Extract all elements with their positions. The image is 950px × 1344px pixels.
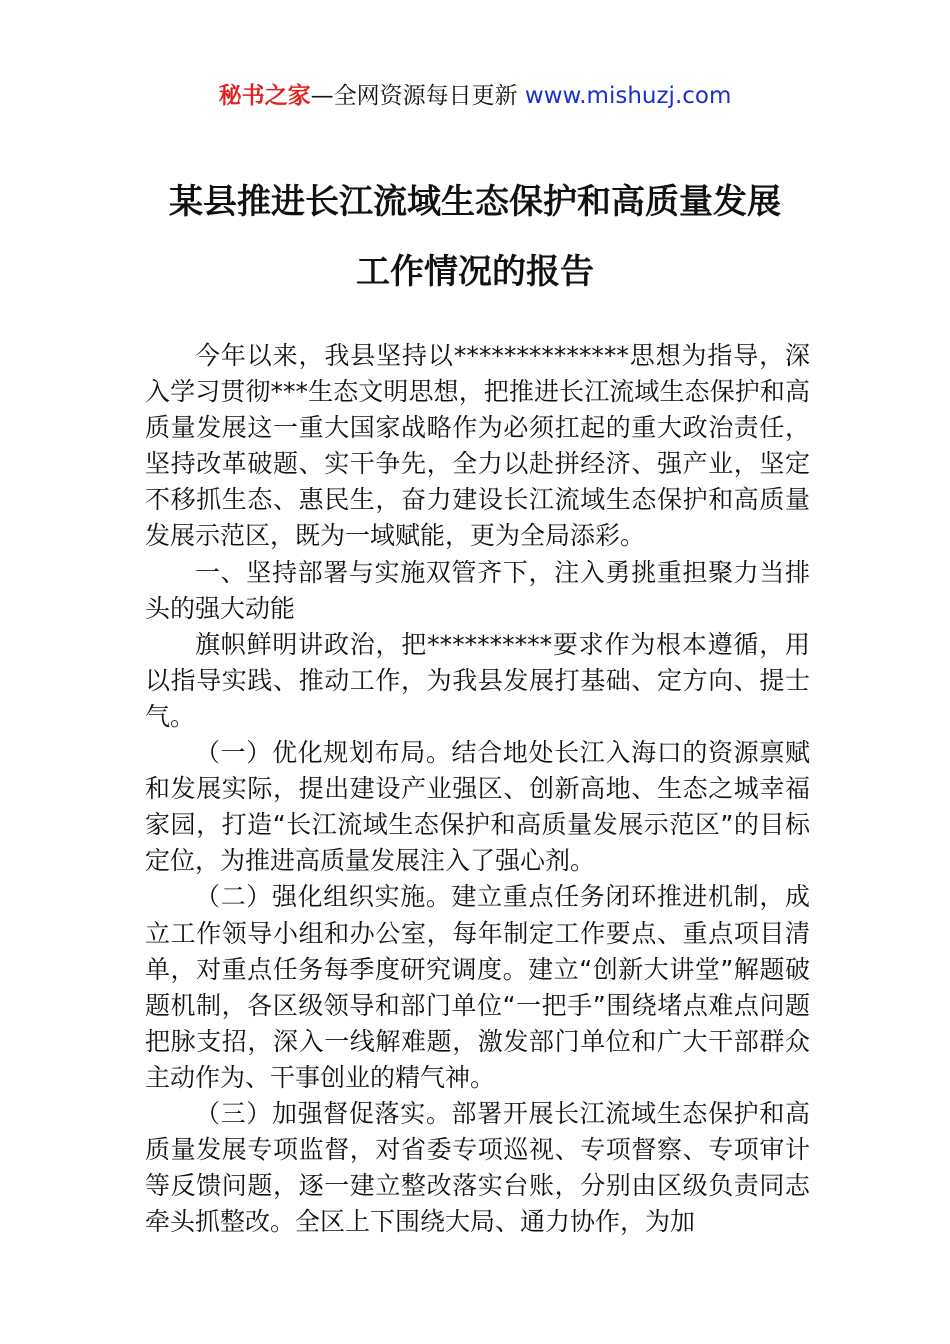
site-url-link[interactable]: www.mishuzj.com: [524, 83, 732, 109]
paragraph-item-1: （一）优化规划布局。结合地处长江入海口的资源禀赋和发展实际，提出建设产业强区、创新高地、生态之城幸福家园，打造“长江流域生态保护和高质量发展示范区”的目标定位，为推进高质量发展注入了强心剂。: [145, 738, 810, 876]
site-brand[interactable]: 秘书之家: [218, 83, 311, 109]
site-header: [0, 80, 950, 112]
paragraph-section-1-lead: 旗帜鲜明讲政治，把**********要求作为根本遵循，用以指导实践、推动工作，为我县发展打基础、定方向、提士气。: [145, 629, 810, 731]
site-tagline: —全网资源每日更新: [310, 83, 525, 109]
document-title-line-2: 工作情况的报告: [356, 252, 594, 292]
paragraph-intro: 今年以来，我县坚持以**************思想为指导，深入学习贯彻***生态文明思想，把推进长江流域生态保护和高质量发展这一重大国家战略作为必须扛起的重大政治责任，坚持改革破题、实干争先，全力以赴拼经济、强产业，坚定不移抓生态、惠民生，奋力建设长江流域生态保护和高质量发展示范区，既为一域赋能，更为全局添彩。: [145, 341, 810, 551]
document-title-line-1: 某县推进长江流域生态保护和高质量发展: [169, 182, 781, 222]
document-body: [145, 338, 810, 1237]
paragraph-item-3: （三）加强督促落实。部署开展长江流域生态保护和高质量发展专项监督，对省委专项巡视、专项督察、专项审计等反馈问题，逐一建立整改落实台账，分别由区级负责同志牵头抓整改。全区上下围绕大局、通力协作，为加: [145, 1098, 810, 1237]
section-heading-1: 一、坚持部署与实施双管齐下，注入勇挑重担聚力当排头的强大动能: [145, 557, 810, 623]
paragraph-item-2: （二）强化组织实施。建立重点任务闭环推进机制，成立工作领导小组和办公室，每年制定工作要点、重点项目清单，对重点任务每季度研究调度。建立“创新大讲堂”解题破题机制，各区级领导和部门单位“一把手”围绕堵点难点问题把脉支招，深入一线解难题，激发部门单位和广大干部群众主动作为、干事创业的精气神。: [145, 882, 810, 1092]
